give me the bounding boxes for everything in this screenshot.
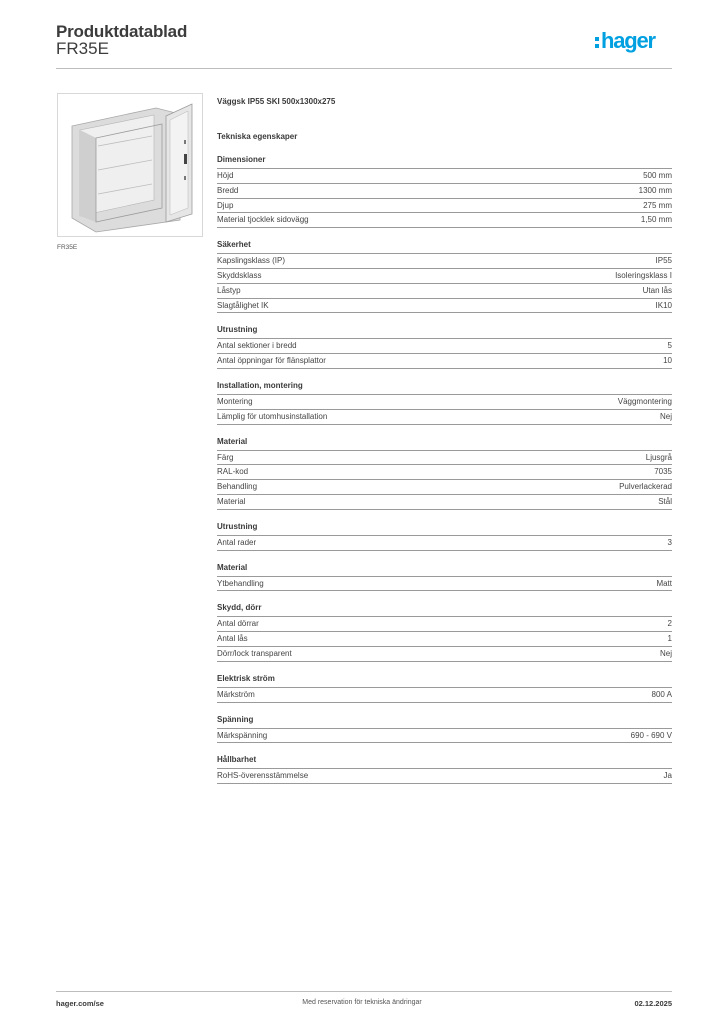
spec-group (217, 602, 672, 661)
spec-label: Ytbehandling (217, 578, 264, 588)
spec-group (217, 562, 672, 592)
spec-value: IP55 (655, 256, 672, 266)
product-name: Väggsk IP55 SKI 500x1300x275 (217, 97, 336, 106)
spec-label: Märkström (217, 689, 255, 699)
spec-row (217, 269, 672, 284)
spec-value: 275 mm (643, 200, 672, 210)
spec-label: Slagtålighet IK (217, 300, 269, 310)
spec-label: Låstyp (217, 285, 241, 295)
spec-label: Material tjocklek sidovägg (217, 215, 309, 225)
spec-label: Höjd (217, 171, 234, 180)
spec-group (217, 714, 672, 744)
spec-row (217, 199, 672, 214)
spec-value: Stål (658, 496, 672, 506)
spec-label: Montering (217, 396, 253, 406)
spec-label: Skyddsklass (217, 270, 262, 280)
spec-value: Isoleringsklass I (615, 270, 672, 280)
spec-label: Märkspänning (217, 730, 268, 740)
spec-group (217, 239, 672, 313)
spec-label: Antal öppningar för flänsplattor (217, 356, 326, 366)
spec-value: 2 (667, 619, 672, 629)
spec-value: 3 (667, 537, 672, 547)
spec-group-title: Elektrisk ström (217, 673, 672, 688)
spec-group-title: Hållbarhet (217, 754, 672, 769)
spec-row (217, 184, 672, 199)
spec-label: Bredd (217, 185, 239, 195)
open-wall-cabinet-image (58, 94, 202, 236)
spec-label: Lämplig för utomhusinstallation (217, 411, 328, 421)
spec-value: 10 (663, 356, 672, 366)
footer-website: hager.com/se (56, 999, 104, 1008)
spec-group-title: Skydd, dörr (217, 602, 672, 617)
spec-row (217, 213, 672, 228)
spec-group (217, 521, 672, 551)
spec-value: Nej (659, 648, 672, 658)
spec-label: Dörr/lock transparent (217, 648, 292, 658)
spec-value: IK10 (655, 300, 672, 310)
product-code: FR35E (56, 39, 109, 58)
spec-value: Väggmontering (617, 396, 672, 406)
spec-label: Material (217, 496, 246, 506)
spec-row (217, 284, 672, 299)
spec-group-title: Säkerhet (217, 239, 672, 254)
spec-row (217, 647, 672, 662)
spec-row (217, 339, 672, 354)
spec-value: 1300 mm (638, 185, 672, 195)
header-divider (56, 68, 672, 69)
image-caption: FR35E (57, 244, 78, 251)
spec-row (217, 451, 672, 466)
spec-row (217, 169, 672, 184)
spec-value: Nej (659, 411, 672, 421)
spec-row (217, 495, 672, 510)
page-title: Produktdatablad (56, 22, 188, 41)
spec-group (217, 380, 672, 425)
spec-row (217, 577, 672, 592)
spec-group-title: Spänning (217, 714, 672, 729)
spec-group (217, 436, 672, 510)
spec-groups (217, 154, 672, 784)
spec-value: 500 mm (643, 171, 672, 180)
spec-value: 690 - 690 V (630, 730, 672, 740)
specifications (217, 96, 672, 784)
footer-divider (56, 991, 672, 992)
spec-label: Färg (217, 452, 234, 462)
spec-group (217, 324, 672, 369)
spec-value: 5 (667, 341, 672, 351)
spec-label: Behandling (217, 482, 258, 492)
spec-group-title: Material (217, 436, 672, 451)
spec-label: Antal sektioner i bredd (217, 341, 297, 351)
spec-label: Antal rader (217, 537, 257, 547)
spec-group-title: Installation, montering (217, 380, 672, 395)
svg-text:hager: hager (601, 28, 655, 53)
spec-value: Pulverlackerad (619, 482, 672, 492)
spec-label: Antal dörrar (217, 619, 259, 629)
spec-group-title: Material (217, 562, 672, 577)
spec-row (217, 769, 672, 784)
spec-row (217, 632, 672, 647)
spec-label: RoHS-överensstämmelse (217, 771, 309, 781)
product-image (57, 93, 203, 237)
spec-label: Kapslingsklass (IP) (217, 256, 286, 266)
spec-row (217, 354, 672, 369)
spec-value: Ljusgrå (645, 452, 672, 462)
spec-value: Matt (656, 578, 672, 588)
section-heading: Tekniska egenskaper (217, 132, 298, 141)
spec-value: 800 A (651, 689, 672, 699)
footer-date: 02.12.2025 (634, 999, 672, 1008)
spec-value: Utan lås (642, 285, 672, 295)
spec-row (217, 254, 672, 269)
spec-row (217, 729, 672, 744)
spec-row (217, 299, 672, 314)
spec-group-title: Utrustning (217, 324, 672, 339)
spec-row (217, 480, 672, 495)
spec-row (217, 617, 672, 632)
hager-logo (594, 26, 676, 56)
spec-value: 7035 (654, 467, 672, 477)
spec-value: 1 (667, 634, 672, 644)
spec-value: Ja (663, 771, 672, 781)
spec-label: RAL-kod (217, 467, 249, 477)
spec-row (217, 410, 672, 425)
spec-label: Djup (217, 200, 234, 210)
spec-group (217, 754, 672, 784)
spec-group-title: Utrustning (217, 521, 672, 536)
spec-row (217, 395, 672, 410)
footer-disclaimer: Med reservation för tekniska ändringar (302, 999, 422, 1006)
spec-group (217, 154, 672, 228)
spec-group (217, 673, 672, 703)
spec-row (217, 465, 672, 480)
spec-value: 1,50 mm (640, 215, 672, 225)
spec-row (217, 536, 672, 551)
spec-group-title: Dimensioner (217, 154, 672, 169)
spec-row (217, 688, 672, 703)
spec-label: Antal lås (217, 634, 248, 644)
